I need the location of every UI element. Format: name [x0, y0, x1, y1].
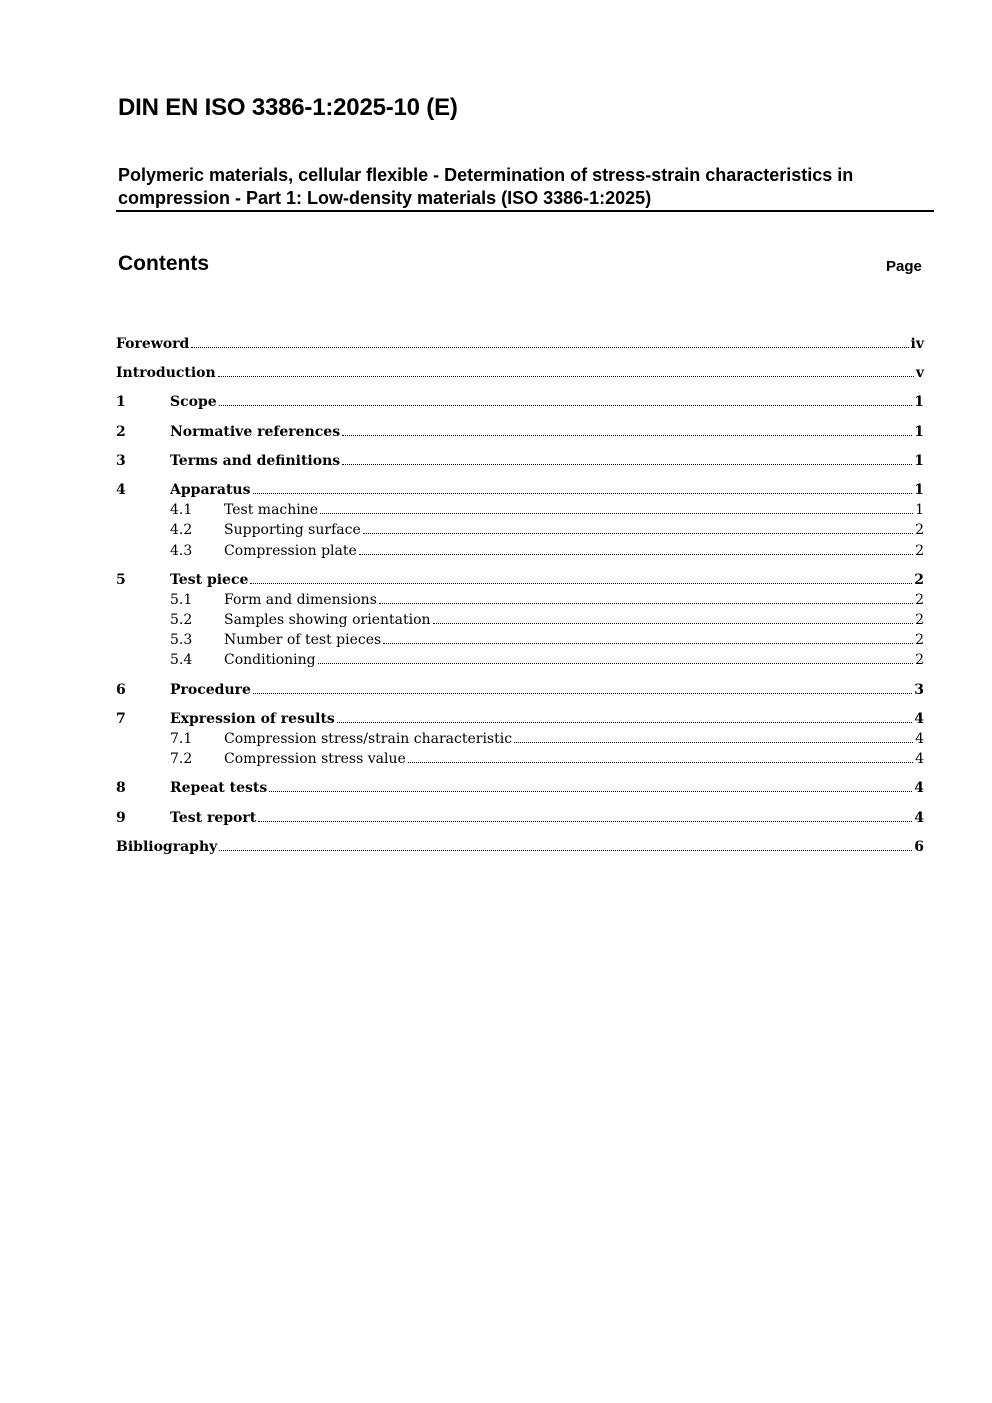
page-column-label: Page	[886, 258, 922, 275]
toc-entry-label: Test piece	[170, 571, 249, 588]
dot-leader	[258, 821, 912, 822]
toc-entry-number: 4	[116, 481, 126, 498]
toc-entry-label: Bibliography	[116, 838, 218, 855]
toc-entry-page: 2	[915, 522, 924, 539]
toc-entry-label: Number of test pieces	[224, 632, 382, 649]
dot-leader	[250, 583, 912, 584]
toc-entry-page: iv	[910, 336, 924, 352]
toc-section	[116, 334, 924, 354]
toc-entry-page: 4	[915, 731, 924, 747]
table-of-contents	[116, 334, 924, 866]
toc-section	[116, 480, 924, 561]
toc-entry-number: 5.2	[170, 612, 193, 629]
toc-entry-page: 2	[915, 591, 924, 608]
toc-entry-number: 8	[116, 780, 126, 797]
dot-leader	[219, 850, 912, 851]
toc-entry-number: 6	[116, 681, 126, 698]
dot-leader	[342, 464, 912, 465]
toc-entry-label: Apparatus	[170, 481, 251, 498]
toc-section	[116, 808, 924, 828]
toc-entry-page: 6	[914, 838, 924, 855]
toc-entry-number: 5.1	[170, 591, 193, 608]
toc-subentry[interactable]	[116, 500, 924, 520]
toc-entry[interactable]	[116, 778, 924, 798]
toc-entry[interactable]	[116, 837, 924, 857]
toc-entry-label: Normative references	[170, 423, 341, 440]
toc-entry-number: 5.4	[170, 652, 193, 669]
toc-entry-label: Procedure	[170, 681, 251, 698]
toc-entry-number: 4.1	[170, 502, 193, 519]
toc-entry[interactable]	[116, 808, 924, 828]
toc-section	[116, 392, 924, 412]
toc-entry-label: Repeat tests	[170, 780, 268, 797]
toc-section	[116, 422, 924, 442]
dot-leader	[514, 742, 913, 743]
toc-subentry[interactable]	[116, 630, 924, 650]
toc-entry-page: 1	[914, 452, 924, 469]
toc-entry-label: Terms and definitions	[170, 452, 341, 469]
toc-entry-page: 2	[914, 571, 924, 588]
toc-entry-page: 2	[915, 632, 924, 649]
toc-entry-number: 9	[116, 809, 126, 826]
dot-leader	[433, 623, 914, 624]
toc-entry[interactable]	[116, 680, 924, 700]
dot-leader	[218, 376, 914, 377]
toc-section	[116, 778, 924, 798]
toc-section	[116, 363, 924, 383]
dot-leader	[379, 603, 913, 604]
toc-entry-number: 5.3	[170, 632, 193, 649]
toc-entry-label: Expression of results	[170, 710, 335, 727]
dot-leader	[253, 493, 913, 494]
toc-entry-page: 3	[914, 681, 924, 698]
toc-subentry[interactable]	[116, 541, 924, 561]
toc-entry[interactable]	[116, 334, 924, 354]
toc-section	[116, 837, 924, 857]
toc-entry[interactable]	[116, 570, 924, 590]
toc-entry-number: 4.2	[170, 522, 193, 539]
toc-subentry[interactable]	[116, 749, 924, 769]
document-id: DIN EN ISO 3386-1:2025-10 (E)	[118, 94, 458, 121]
toc-entry-page: 4	[914, 710, 924, 727]
toc-section	[116, 680, 924, 700]
toc-entry-number: 4.3	[170, 542, 193, 559]
toc-entry-page: v	[915, 365, 924, 382]
toc-entry-label: Test report	[170, 809, 257, 826]
toc-entry-page: 2	[915, 542, 924, 559]
dot-leader	[320, 513, 913, 514]
toc-entry-page: 1	[915, 502, 924, 519]
toc-entry[interactable]	[116, 422, 924, 442]
toc-subentry[interactable]	[116, 520, 924, 540]
toc-entry[interactable]	[116, 709, 924, 729]
dot-leader	[363, 533, 913, 534]
toc-entry-label: Introduction	[116, 365, 216, 382]
dot-leader	[269, 791, 912, 792]
toc-entry-page: 2	[915, 652, 924, 669]
toc-entry-label: Samples showing orientation	[224, 612, 431, 629]
toc-subentry[interactable]	[116, 650, 924, 670]
dot-leader	[191, 347, 908, 348]
toc-entry-page: 1	[914, 423, 924, 440]
toc-entry-page: 4	[914, 780, 924, 797]
toc-entry-page: 4	[915, 751, 924, 768]
toc-entry-number: 5	[116, 571, 126, 588]
contents-heading: Contents	[118, 252, 209, 275]
dot-leader	[337, 722, 912, 723]
toc-entry-page: 4	[914, 809, 924, 826]
toc-entry-page: 1	[914, 394, 924, 411]
dot-leader	[383, 643, 913, 644]
toc-entry-label: Compression stress value	[224, 751, 406, 768]
toc-subentry[interactable]	[116, 610, 924, 630]
toc-section	[116, 451, 924, 471]
dot-leader	[219, 405, 913, 406]
toc-section	[116, 570, 924, 671]
toc-entry-number: 1	[116, 394, 126, 411]
title-underline	[116, 210, 934, 212]
toc-entry[interactable]	[116, 480, 924, 500]
toc-entry-number: 3	[116, 452, 126, 469]
toc-entry-label: Foreword	[116, 336, 190, 352]
dot-leader	[253, 693, 912, 694]
toc-entry-number: 7.2	[170, 751, 193, 768]
toc-entry-page: 1	[914, 481, 924, 498]
toc-entry-number: 7.1	[170, 731, 193, 747]
toc-entry-label: Conditioning	[224, 652, 316, 669]
toc-entry-label: Compression stress/strain characteristic	[224, 731, 513, 747]
toc-entry-page: 2	[915, 612, 924, 629]
toc-entry[interactable]	[116, 392, 924, 412]
toc-entry-label: Compression plate	[224, 542, 357, 559]
toc-subentry[interactable]	[116, 729, 924, 749]
toc-subentry[interactable]	[116, 590, 924, 610]
toc-entry[interactable]	[116, 363, 924, 383]
dot-leader	[408, 762, 913, 763]
dot-leader	[359, 554, 913, 555]
toc-entry[interactable]	[116, 451, 924, 471]
document-title: Polymeric materials, cellular flexible - Determination of stress-strain characteristics in compression - Part 1: Low-density materials (ISO 3386-1:2025)	[118, 165, 854, 208]
dot-leader	[318, 663, 913, 664]
toc-entry-number: 2	[116, 423, 126, 440]
toc-entry-label: Form and dimensions	[224, 591, 377, 608]
toc-entry-label: Scope	[170, 394, 217, 411]
toc-entry-label: Supporting surface	[224, 522, 361, 539]
toc-entry-number: 7	[116, 710, 126, 727]
toc-entry-label: Test machine	[224, 502, 319, 519]
toc-section	[116, 709, 924, 770]
dot-leader	[342, 435, 912, 436]
